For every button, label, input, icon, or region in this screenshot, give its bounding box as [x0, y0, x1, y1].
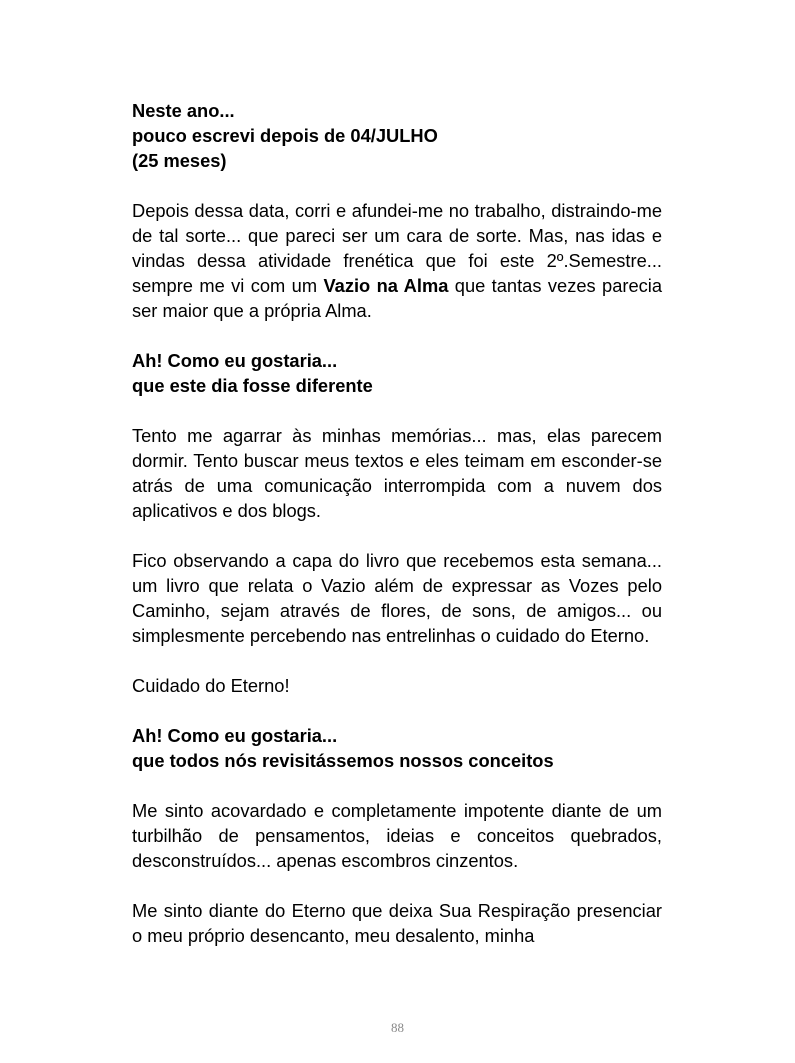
heading-line: pouco escrevi depois de 04/JULHO [132, 125, 438, 146]
paragraph-vazio-na-alma [132, 198, 662, 323]
paragraph-gap [132, 398, 662, 423]
heading-line: que todos nós revisitássemos nossos conceitos [132, 750, 554, 771]
emphasis-text: Vazio na Alma [323, 275, 449, 296]
paragraph-gap [132, 648, 662, 673]
heading-dia-diferente [132, 348, 662, 398]
paragraph-acovardado: Me sinto acovardado e completamente impotente diante de um turbilhão de pensamentos, ideias e conceitos quebrados, desconstruídos... apenas escombros cinzentos. [132, 800, 662, 871]
heading-neste-ano [132, 98, 662, 173]
heading-revisitar-conceitos [132, 723, 662, 773]
heading-line: que este dia fosse diferente [132, 375, 373, 396]
paragraph-memorias: Tento me agarrar às minhas memórias... mas, elas parecem dormir. Tento buscar meus textos e eles teimam em esconder-se atrás de uma comunicação interrompida com a nuvem dos aplicativos e dos blogs. [132, 425, 662, 521]
paragraph-gap [132, 173, 662, 198]
heading-line: Neste ano... [132, 100, 235, 121]
heading-line: (25 meses) [132, 150, 227, 171]
paragraph-text: que tantas vezes parecia ser maior que a própria Alma. [132, 275, 662, 321]
paragraph-text: Depois dessa data, corri e afundei-me no trabalho, distraindo-me de tal sorte... que pareci ser um cara de sorte. Mas, nas idas e vindas dessa atividade frenética que foi este 2º.Semestre... sempre me vi com um [132, 200, 662, 296]
heading-line: Ah! Como eu gostaria... [132, 725, 338, 746]
paragraph-gap [132, 523, 662, 548]
page-number: 88 [391, 1020, 404, 1035]
paragraph-gap [132, 323, 662, 348]
paragraph-gap [132, 873, 662, 898]
document-page [132, 98, 662, 948]
paragraph-gap [132, 698, 662, 723]
paragraph-gap [132, 773, 662, 798]
paragraph-respiracao: Me sinto diante do Eterno que deixa Sua Respiração presenciar o meu próprio desencanto, meu desalento, minha [132, 900, 662, 946]
paragraph-capa-do-livro: Fico observando a capa do livro que recebemos esta semana... um livro que relata o Vazio além de expressar as Vozes pelo Caminho, sejam através de flores, de sons, de amigos... ou simplesmente percebendo nas entrelinhas o cuidado do Eterno. [132, 550, 662, 646]
heading-line: Ah! Como eu gostaria... [132, 350, 338, 371]
paragraph-cuidado-do-eterno: Cuidado do Eterno! [132, 675, 290, 696]
